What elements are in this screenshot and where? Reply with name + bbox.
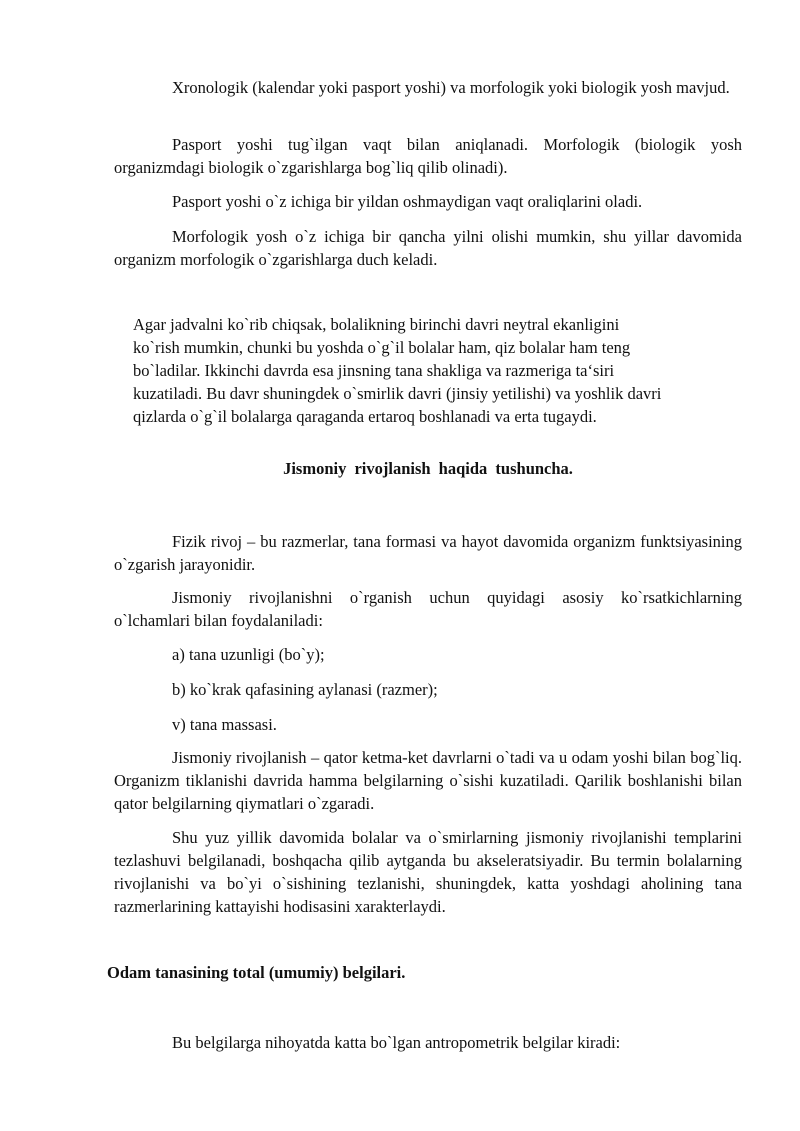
list-item-body-mass: v) tana massasi.	[172, 715, 277, 734]
table-commentary-block	[133, 313, 743, 428]
paragraph-passport-interval: Pasport yoshi o`z ichiga bir yildan oshmaydigan vaqt oraliqlarini oladi.	[172, 192, 643, 211]
paragraph-acceleration: Shu yuz yillik davomida bolalar va o`smirlarning jismoniy rivojlanishi templarini tezlashuvi belgilanadi, boshqacha qilib aytganda bu akseleratsiyadir. Bu termin bolalarning rivojlanishi va bo`yi o`sishining tezlanishi, shuningdek, katta yoshdagi aholining tana razmerlarining kattayishi hodisasini xarakterlaydi.	[114, 828, 742, 916]
paragraph-anthropometric-features: Bu belgilarga nihoyatda katta bo`lgan antropometrik belgilar kiradi:	[172, 1033, 621, 1052]
commentary-line: kuzatiladi. Bu davr shuningdek o`smirlik davri (jinsiy yetilishi) va yoshlik davri	[133, 384, 662, 403]
commentary-line: Agar jadvalni ko`rib chiqsak, bolalikning birinchi davri neytral ekanligini	[133, 315, 620, 334]
commentary-line: ko`rish mumkin, chunki bu yoshda o`g`il bolalar ham, qiz bolalar ham teng	[133, 338, 631, 357]
paragraph-morphological-age: Morfologik yosh o`z ichiga bir qancha yilni olishi mumkin, shu yillar davomida organizm morfologik o`zgarishlarga duch keladi.	[114, 227, 742, 269]
paragraph-chronological-age: Xronologik (kalendar yoki pasport yoshi) va morfologik yoki biologik yosh mavjud.	[172, 78, 730, 97]
paragraph-development-periods: Jismoniy rivojlanish – qator ketma-ket davrlarni o`tadi va u odam yoshi bilan bog`liq. Organizm tiklanishi davrida hamma belgilarning o`sishi kuzatiladi. Qarilik boshlanishi bilan qator belgilarning qiymatlari o`zgaradi.	[114, 748, 742, 813]
heading-physical-development: Jismoniy rivojlanish haqida tushuncha.	[283, 459, 573, 478]
commentary-line: qizlarda o`g`il bolalarga qaraganda ertaroq boshlanadi va erta tugaydi.	[133, 407, 597, 426]
commentary-line: bo`ladilar. Ikkinchi davrda esa jinsning tana shakliga va razmeriga ta‘siri	[133, 361, 615, 380]
heading-total-features: Odam tanasining total (umumiy) belgilari.	[107, 963, 406, 982]
paragraph-measurement-indicators: Jismoniy rivojlanishni o`rganish uchun quyidagi asosiy ko`rsatkichlarning o`lchamlari bilan foydalaniladi:	[114, 588, 742, 630]
list-item-chest-circumference: b) ko`krak qafasining aylanasi (razmer);	[172, 680, 438, 699]
paragraph-passport-age: Pasport yoshi tug`ilgan vaqt bilan aniqlanadi. Morfologik (biologik yosh organizmdagi biologik o`zgarishlarga bog`liq qilib olinadi).	[114, 135, 742, 177]
list-item-body-length: a) tana uzunligi (bo`y);	[172, 645, 325, 664]
paragraph-physical-growth-definition: Fizik rivoj – bu razmerlar, tana formasi va hayot davomida organizm funktsiyasining o`zgarish jarayonidir.	[114, 532, 742, 574]
